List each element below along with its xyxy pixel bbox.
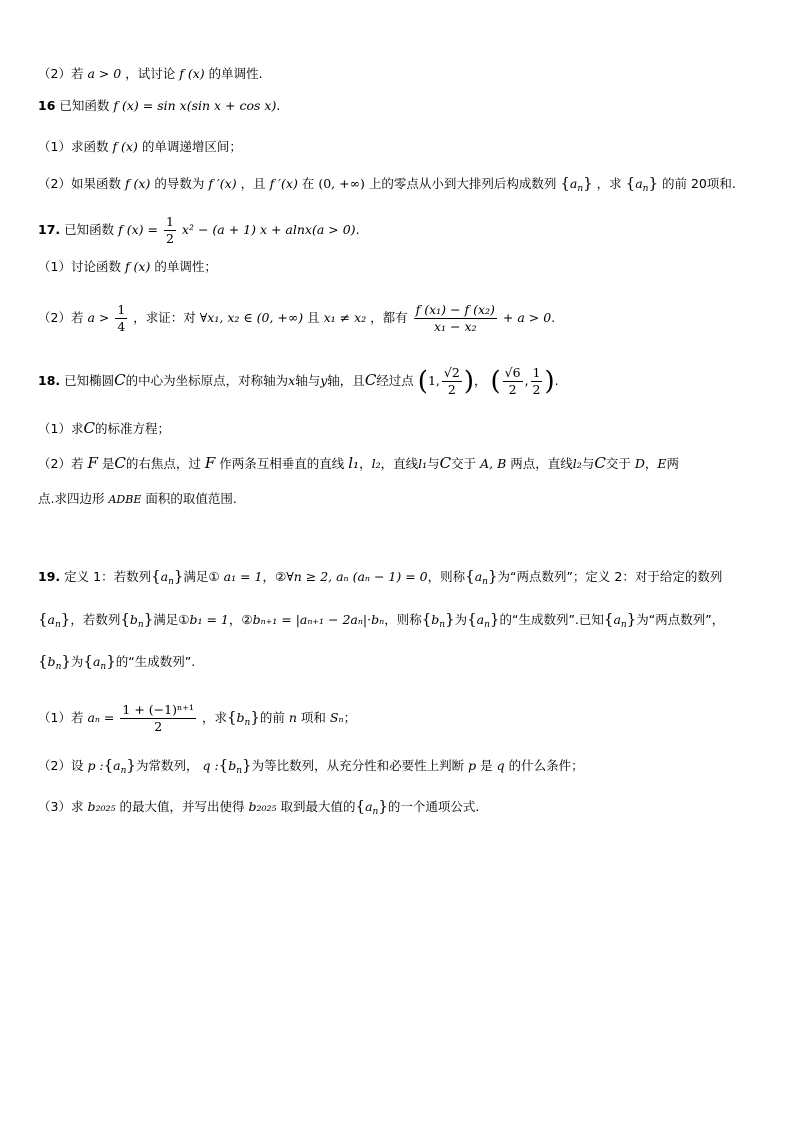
question-number: 17. — [38, 222, 61, 237]
q19-stem-2: $\{a_n\}$，若数列$\{b_n\}$满足①b₁ = 1，②bₙ₊₁ = |aₙ₊₁ − 2aₙ|·bₙ，则称$\{b_n\}$为$\{a_n\}$的“生成数列”.已知$\{a_n\}$为“两点数列”， — [38, 610, 725, 630]
q19-part3: （3）求 b₂₀₂₅ 的最大值，并写出使得 b₂₀₂₅ 取到最大值的$\{a_n\}$的一个通项公式. — [38, 797, 480, 817]
fraction: $\frac{1}{2}$ — [165, 214, 174, 246]
fraction: $\frac{1}{2}$ — [532, 365, 541, 397]
q17-stem: 17. 已知函数 f (x) = $\frac{1}{2}$ x² − (a + 1) x + alnx(a > 0). — [38, 214, 360, 246]
math-func: f (x) = sin x(sin x + cos x) — [113, 98, 277, 113]
q18-stem: 18. 已知椭圆C的中心为坐标原点，对称轴为x轴与y轴，且C经过点 (1, $\frac{√2}{2}$ )， ( $\frac{√6}{2}$ , $\frac{1}{2}$ ). — [38, 365, 559, 397]
fraction: $\frac{√2}{2}$ — [443, 365, 460, 397]
question-number: 19. — [38, 569, 61, 584]
q19-part2: （2）设 p $:\{a_n\}$为常数列， q $:\{b_n\}$为等比数列，从充分性和必要性上判断 p 是 q 的什么条件； — [38, 756, 584, 776]
question-number: 18. — [38, 373, 61, 388]
q18-part2: （2）若 F 是C的右焦点，过 F 作两条互相垂直的直线 l₁，l₂，直线l₁与C交于 A, B 两点，直线l₂与C交于 D，E两 — [38, 454, 679, 472]
math-cond: a > 0 — [87, 66, 122, 81]
fraction: $\frac{\text{1 + (−1)ⁿ⁺¹}}{2}$ — [122, 702, 194, 734]
q19-part1: （1）若 aₙ = $\frac{\text{1 + (−1)ⁿ⁺¹}}{2}$ ，求$\{b_n\}$的前 n 项和 Sₙ； — [38, 702, 357, 734]
q17-part2: （2）若 a > $\frac{1}{4}$ ，求证：对 ∀x₁, x₂ ∈ (0, +∞) 且 x₁ ≠ x₂ ，都有 $\frac{\text{f (x₁) − f (x₂)}}{\text{x₁ − x₂}}$ + a > 0. — [38, 302, 556, 334]
fraction: $\frac{1}{4}$ — [117, 302, 126, 334]
q19-stem-1: 19. 定义 1：若数列$\{a_n\}$满足① a₁ = 1，②∀n ≥ 2, aₙ (aₙ − 1) = 0，则称$\{a_n\}$为“两点数列”；定义 2：对于给定的数列 — [38, 567, 723, 587]
q15-part2: （2）若 a > 0 ，试讨论 f (x) 的单调性. — [38, 66, 263, 81]
question-number: 16 — [38, 98, 56, 113]
q16-part1: （1）求函数 f (x) 的单调递增区间； — [38, 139, 242, 154]
q18-part2-cont: 点.求四边形 ADBE 面积的取值范围. — [38, 491, 237, 506]
fraction: $\frac{√6}{2}$ — [504, 365, 521, 397]
q19-stem-3: $\{b_n\}$为$\{a_n\}$的“生成数列”. — [38, 652, 196, 672]
q17-part1: （1）讨论函数 f (x) 的单调性； — [38, 259, 217, 274]
q18-part1: （1）求C的标准方程； — [38, 419, 170, 437]
math-func: f (x) — [179, 66, 205, 81]
fraction: $\frac{\text{f (x₁) − f (x₂)}}{\text{x₁ − x₂}}$ — [415, 302, 495, 334]
q16-stem: 16 已知函数 f (x) = sin x(sin x + cos x). — [38, 98, 281, 113]
q16-part2: （2）如果函数 f (x) 的导数为 f ′(x) ，且 f ′(x) 在 (0, +∞) 上的零点从小到大排列后构成数列 $\{a_n\}$ ，求 $\{a_n\}$ 的前 20项和. — [38, 174, 736, 194]
